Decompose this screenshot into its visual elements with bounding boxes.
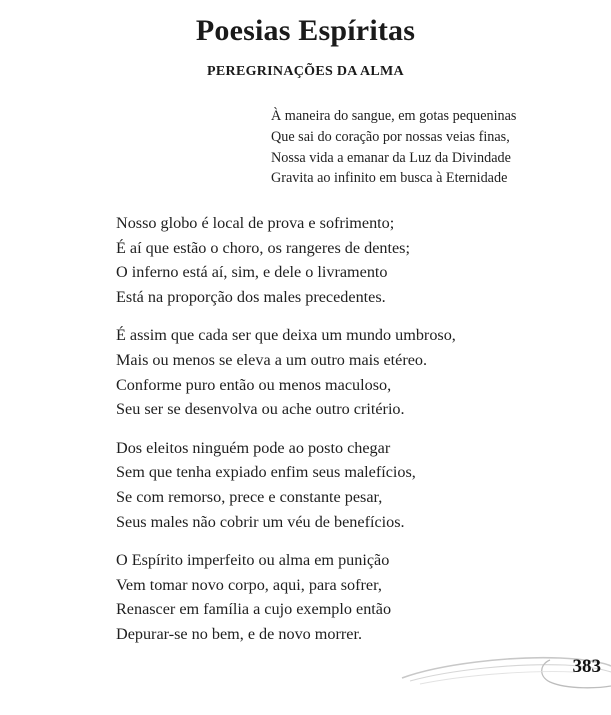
verse-line: Vem tomar novo corpo, aqui, para sofrer, bbox=[116, 575, 382, 594]
verse-line: Nosso globo é local de prova e sofrimento; bbox=[116, 214, 395, 232]
epigraph-line: À maneira do sangue, em gotas pequeninas bbox=[271, 108, 517, 124]
poem-title: PEREGRINAÇÕES DA ALMA bbox=[207, 64, 404, 79]
verse-line: Dos eleitos ninguém pode ao posto chegar bbox=[116, 438, 391, 457]
stanza bbox=[116, 211, 536, 309]
page-title: Poesias Espíritas bbox=[195, 14, 416, 47]
page-number: 383 bbox=[572, 656, 601, 677]
verse-line: Sem que tenha expiado enfim seus malefícios, bbox=[116, 463, 416, 482]
verse-line: O Espírito imperfeito ou alma em punição bbox=[116, 551, 390, 570]
verse-line: Seu ser se desenvolva ou ache outro critério. bbox=[116, 400, 405, 419]
verse-line: Conforme puro então ou menos maculoso, bbox=[116, 375, 392, 394]
verse-line: Está na proporção dos males precedentes. bbox=[116, 287, 386, 306]
verse-line: Se com remorso, prece e constante pesar, bbox=[116, 487, 383, 506]
verse-line: É assim que cada ser que deixa um mundo umbroso, bbox=[116, 326, 456, 345]
verse-line: Renascer em família a cujo exemplo então bbox=[116, 600, 392, 619]
stanza bbox=[116, 548, 536, 646]
poem-body bbox=[116, 211, 536, 661]
epigraph-line: Gravita ao infinito em busca à Eternidade bbox=[271, 170, 508, 187]
stanza bbox=[116, 323, 536, 421]
epigraph-line: Que sai do coração por nossas veias finas, bbox=[271, 128, 510, 145]
epigraph-line: Nossa vida a emanar da Luz da Divindade bbox=[271, 149, 511, 166]
stanza bbox=[116, 436, 536, 534]
verse-line: Seus males não cobrir um véu de benefícios. bbox=[116, 512, 405, 531]
verse-line: Mais ou menos se eleva a um outro mais etéreo. bbox=[116, 350, 428, 369]
epigraph bbox=[271, 106, 601, 189]
verse-line: O inferno está aí, sim, e dele o livramento bbox=[116, 263, 388, 282]
verse-line: Depurar-se no bem, e de novo morrer. bbox=[116, 624, 362, 643]
verse-line: É aí que estão o choro, os rangeres de dentes; bbox=[116, 238, 410, 257]
